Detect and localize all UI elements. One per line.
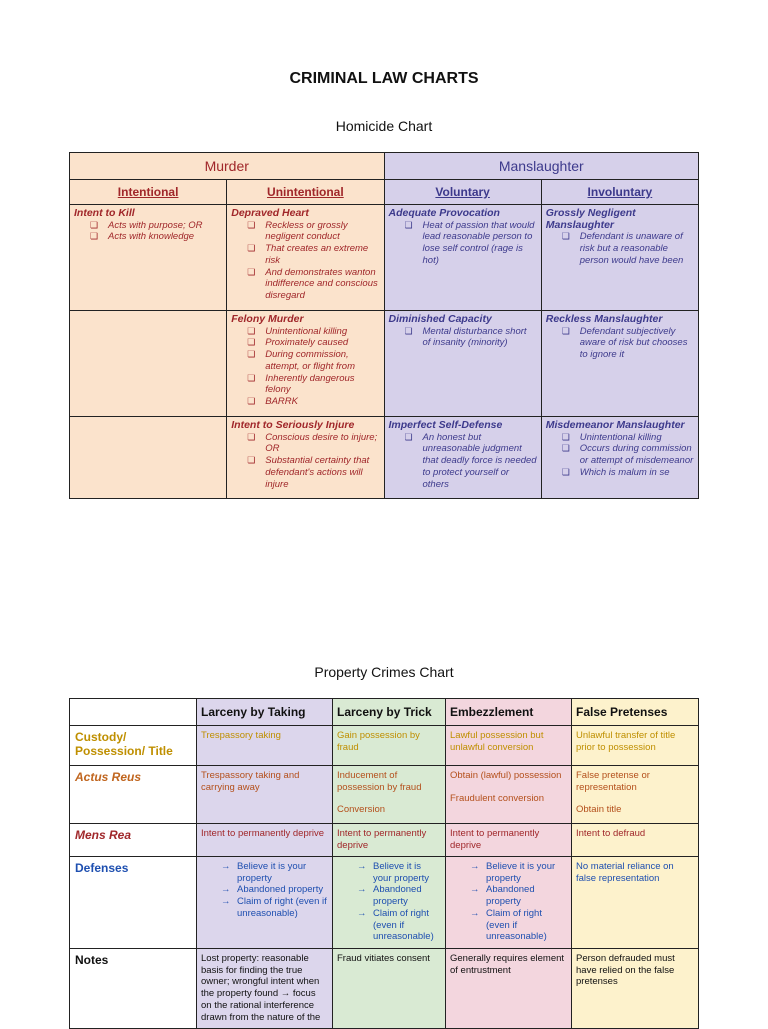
list-item: → Believe it is your property: [221, 861, 328, 884]
list-item: ❏ Acts with knowledge: [90, 231, 222, 243]
table-cell: Generally requires element of entrustment: [446, 949, 572, 1029]
list-item: → Claim of right (even if unreasonable): [470, 908, 567, 943]
cell-list: [231, 432, 379, 491]
list-item: ❏ And demonstrates wanton indifference and conscious disregard: [247, 267, 379, 302]
table-cell: [446, 766, 572, 824]
cell-list: [389, 326, 537, 349]
cell-list: [74, 220, 222, 243]
table-cell: [197, 857, 333, 949]
cell-heading: Intent to Kill: [74, 207, 135, 219]
homicide-cell: [227, 417, 384, 499]
cell-heading: Felony Murder: [231, 313, 304, 325]
murder-header: Murder: [70, 153, 385, 180]
cell-paragraph: Obtain (lawful) possession: [450, 770, 562, 781]
property-table: [69, 698, 699, 1029]
row-label-notes: Notes: [70, 949, 197, 1029]
cell-list: [546, 231, 694, 266]
table-cell: Intent to permanently deprive: [446, 824, 572, 857]
col-intentional: Intentional: [70, 180, 227, 205]
homicide-cell: [384, 311, 541, 417]
list-item: → Claim of right (even if unreasonable): [357, 908, 441, 943]
list-item: ❏ BARRK: [247, 396, 379, 408]
cell-paragraph: Obtain title: [576, 804, 622, 816]
manslaughter-header: Manslaughter: [384, 153, 699, 180]
homicide-cell: [227, 311, 384, 417]
cell-heading: Intent to Seriously Injure: [231, 419, 355, 431]
property-chart-title: Property Crimes Chart: [314, 664, 454, 680]
cell-paragraph: Trespassory taking and carrying away: [201, 770, 300, 793]
corner-cell: [70, 699, 197, 726]
list-item: ❏ Substantial certainty that defendant's actions will injure: [247, 455, 379, 490]
homicide-cell: [70, 205, 227, 311]
cell-paragraph: Fraudulent conversion: [450, 792, 544, 804]
list-item: ❏ Which is malum in se: [562, 467, 694, 479]
table-cell: Intent to permanently deprive: [197, 824, 333, 857]
list-item: ❏ Defendant is unaware of risk but a reasonable person would have been: [562, 231, 694, 266]
cell-heading: Imperfect Self-Defense: [388, 419, 503, 431]
row-label-actus-reus: Actus Reus: [70, 766, 197, 824]
cell-list: [389, 432, 537, 491]
cell-list: [231, 220, 379, 302]
homicide-cell-empty: [70, 311, 227, 417]
list-item: ❏ Reckless or grossly negligent conduct: [247, 220, 379, 243]
homicide-cell: [541, 311, 698, 417]
cell-heading: Reckless Manslaughter: [545, 313, 663, 325]
cell-heading: Misdemeanor Manslaughter: [545, 419, 685, 431]
table-cell: No material reliance on false representation: [572, 857, 699, 949]
list-item: ❏ An honest but unreasonable judgment that deadly force is needed to protect yourself or others: [405, 432, 537, 491]
col-involuntary: Involuntary: [541, 180, 698, 205]
table-cell: Intent to permanently deprive: [333, 824, 446, 857]
list-item: ❏ Unintentional killing: [562, 432, 694, 444]
col-embezzlement: Embezzlement: [446, 699, 572, 726]
homicide-chart-title: Homicide Chart: [335, 118, 433, 134]
row-label-mens-rea: Mens Rea: [70, 824, 197, 857]
document-title: CRIMINAL LAW CHARTS: [289, 70, 479, 87]
cell-list: [337, 861, 441, 943]
homicide-cell: [384, 205, 541, 311]
table-cell: Intent to defraud: [572, 824, 699, 857]
cell-list: [231, 326, 379, 408]
col-larceny-taking: Larceny by Taking: [197, 699, 333, 726]
table-cell: Fraud vitiates consent: [333, 949, 446, 1029]
homicide-cell: [541, 417, 698, 499]
cell-paragraph: Conversion: [337, 804, 386, 816]
table-cell: Unlawful transfer of title prior to possession: [572, 726, 699, 766]
list-item: → Abandoned property: [221, 884, 328, 896]
cell-list: [389, 220, 537, 267]
list-item: → Believe it is your property: [357, 861, 441, 884]
cell-paragraph: Inducement of possession by fraud: [337, 770, 422, 793]
list-item: ❏ Occurs during commission or attempt of misdemeanor: [562, 443, 694, 466]
cell-list: [546, 432, 694, 479]
table-cell: [333, 857, 446, 949]
table-cell: [197, 766, 333, 824]
cell-list: [450, 861, 567, 943]
col-voluntary: Voluntary: [384, 180, 541, 205]
col-unintentional: Unintentional: [227, 180, 384, 205]
homicide-cell: [384, 417, 541, 499]
homicide-table: [69, 152, 699, 499]
homicide-cell: [541, 205, 698, 311]
list-item: ❏ Mental disturbance short of insanity (minority): [405, 326, 537, 349]
list-item: ❏ Unintentional killing: [247, 326, 379, 338]
list-item: ❏ Heat of passion that would lead reasonable person to lose self control (rage is hot): [405, 220, 537, 267]
table-cell: Lawful possession but unlawful conversion: [446, 726, 572, 766]
table-cell: [572, 766, 699, 824]
cell-heading: Diminished Capacity: [388, 313, 492, 325]
list-item: → Abandoned property: [470, 884, 567, 907]
list-item: → Claim of right (even if unreasonable): [221, 896, 328, 919]
table-cell: [446, 857, 572, 949]
list-item: ❏ That creates an extreme risk: [247, 243, 379, 266]
list-item: ❏ During commission, attempt, or flight from: [247, 349, 379, 372]
cell-list: [546, 326, 694, 361]
table-cell: [333, 766, 446, 824]
table-cell: Person defrauded must have relied on the false pretenses: [572, 949, 699, 1029]
cell-heading: Adequate Provocation: [388, 207, 500, 219]
table-cell: Trespassory taking: [197, 726, 333, 766]
col-false-pretenses: False Pretenses: [572, 699, 699, 726]
row-label-defenses: Defenses: [70, 857, 197, 949]
homicide-cell-empty: [70, 417, 227, 499]
list-item: ❏ Inherently dangerous felony: [247, 373, 379, 396]
table-cell: Lost property: reasonable basis for finding the true owner; wrongful intent when the property found → focus on the rational interference drawn from the nature of the: [197, 949, 333, 1029]
cell-heading: Grossly Negligent Manslaughter: [545, 207, 636, 231]
cell-paragraph: False pretense or representation: [576, 770, 650, 793]
list-item: → Abandoned property: [357, 884, 441, 907]
cell-list: [201, 861, 328, 920]
table-cell: Gain possession by fraud: [333, 726, 446, 766]
list-item: → Believe it is your property: [470, 861, 567, 884]
list-item: ❏ Conscious desire to injure; OR: [247, 432, 379, 455]
list-item: ❏ Acts with purpose; OR: [90, 220, 222, 232]
cell-heading: Depraved Heart: [231, 207, 309, 219]
col-larceny-trick: Larceny by Trick: [333, 699, 446, 726]
homicide-cell: [227, 205, 384, 311]
row-label-custody: Custody/ Possession/ Title: [70, 726, 197, 766]
list-item: ❏ Defendant subjectively aware of risk but chooses to ignore it: [562, 326, 694, 361]
list-item: ❏ Proximately caused: [247, 337, 379, 349]
